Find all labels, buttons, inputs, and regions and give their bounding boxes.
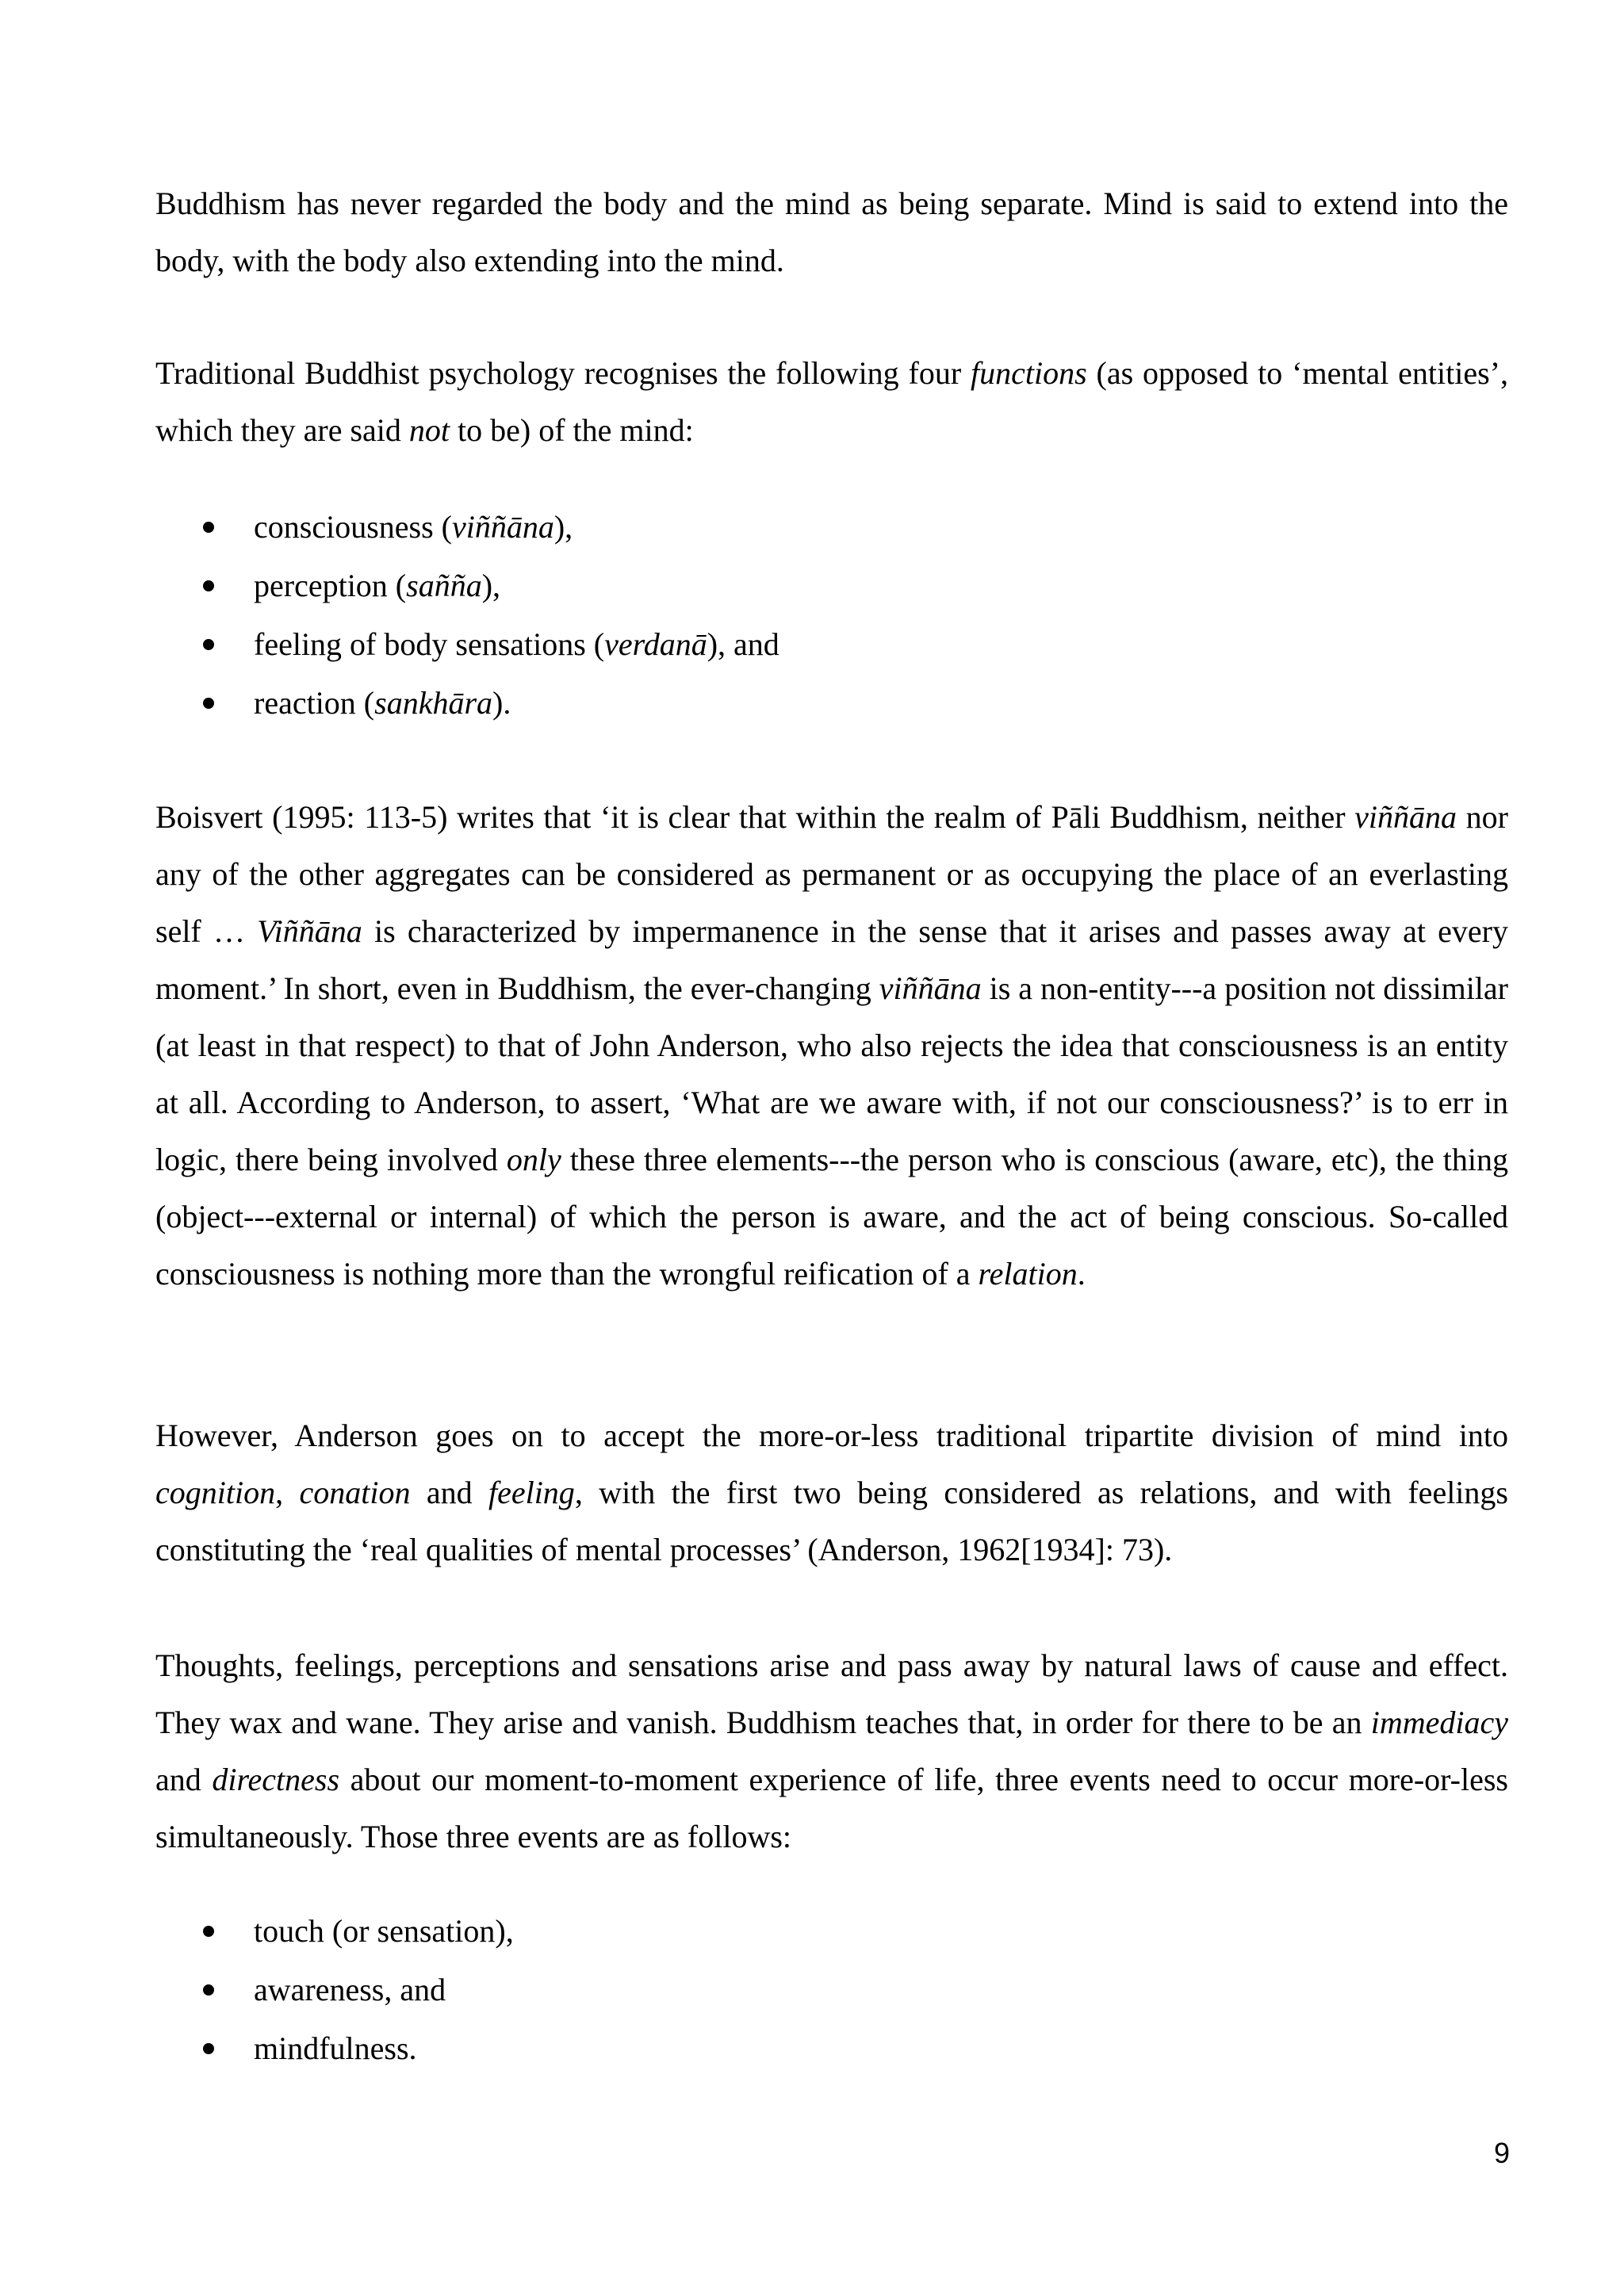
italic-term: immediacy bbox=[1370, 1705, 1508, 1740]
italic-term: only bbox=[506, 1142, 561, 1177]
paragraph-text: , bbox=[275, 1475, 300, 1510]
bullet-icon bbox=[203, 698, 214, 709]
list-item bbox=[155, 557, 1508, 615]
paragraph-text: However, Anderson goes on to accept the more-or-less traditional tripartite division of mind into bbox=[155, 1418, 1516, 1453]
paragraph-text: about our moment-to-moment experience of life, three events need to occur more-or-less simultaneously. Those three events are as follows: bbox=[155, 1762, 1516, 1854]
italic-term: sankhāra bbox=[374, 685, 493, 721]
list-item-text: consciousness ( bbox=[254, 509, 452, 545]
italic-term: sañña bbox=[406, 568, 482, 603]
list-item-text: feeling of body sensations ( bbox=[254, 626, 605, 662]
list-item-text: perception ( bbox=[254, 568, 407, 603]
list-item-text: reaction ( bbox=[254, 685, 375, 721]
italic-term: functions bbox=[971, 355, 1087, 391]
italic-term: verdanā bbox=[604, 626, 707, 662]
paragraph-tripartite-division bbox=[155, 1407, 1516, 1578]
italic-term: conation bbox=[299, 1475, 411, 1510]
list-item bbox=[155, 674, 1508, 733]
italic-term: viññāna bbox=[451, 509, 554, 545]
paragraph-text: . bbox=[1077, 1256, 1086, 1292]
paragraph-text: is characterized by impermanence in the sense that it arises and passes away at every moment.’ In short, even in Buddhism, the ever-changing bbox=[155, 913, 1516, 1006]
list-item-text: touch (or sensation), bbox=[254, 1913, 514, 1949]
paragraph-text: these three elements---the person who is conscious (aware, etc), the thing (object---external or internal) of which the person is aware, and the act of being conscious. So-called consciousness is nothing more than the wrongful reification of a bbox=[155, 1142, 1516, 1292]
list-item-text: ), bbox=[553, 509, 573, 545]
paragraph-three-events bbox=[155, 1637, 1516, 1866]
list-item bbox=[155, 498, 1508, 557]
paragraph-boisvert-anderson bbox=[155, 789, 1517, 1303]
italic-term: feeling bbox=[488, 1475, 575, 1510]
italic-term: viññāna bbox=[1354, 799, 1457, 835]
list-item-text: ), and bbox=[707, 626, 779, 662]
bullet-icon bbox=[203, 2043, 214, 2054]
italic-term: viññāna bbox=[879, 970, 982, 1006]
italic-term: directness bbox=[212, 1762, 340, 1797]
paragraph-text: Buddhism has never regarded the body and the mind as being separate. Mind is said to extend into the body, with the body also extending into the mind. bbox=[155, 186, 1516, 278]
list-mind-functions bbox=[155, 498, 1508, 733]
paragraph-text: , with the first two being considered as relations, and with feelings constituting the ‘real qualities of mental processes’ (Anderson, 1962[1934]: 73). bbox=[155, 1475, 1516, 1567]
paragraph-text: Thoughts, feelings, perceptions and sensations arise and pass away by natural laws of cause and effect. They wax and wane. They arise and vanish. Buddhism teaches that, in order for there to be an bbox=[155, 1647, 1516, 1740]
bullet-icon bbox=[203, 580, 214, 591]
paragraph-four-functions bbox=[155, 345, 1516, 459]
paragraph-text: (as opposed to ‘mental entities’, which they are said bbox=[155, 355, 1516, 448]
bullet-icon bbox=[203, 522, 214, 533]
page-number: 9 bbox=[1493, 2137, 1510, 2169]
list-item-text: ), bbox=[481, 568, 501, 603]
paragraph-text: is a non-entity---a position not dissimilar (at least in that respect) to that of John Anderson, who also rejects the idea that consciousness is an entity at all. According to Anderson, to assert, ‘What are we aware with, if not our consciousness?’ is to err in logic, there being involved bbox=[155, 970, 1516, 1177]
list-item bbox=[155, 2019, 1508, 2078]
paragraph-text: Traditional Buddhist psychology recognises the following four bbox=[155, 355, 971, 391]
list-item bbox=[155, 1902, 1508, 1961]
list-item-text: mindfulness. bbox=[254, 2030, 417, 2066]
italic-term: Viññāna bbox=[257, 913, 362, 949]
list-item bbox=[155, 1961, 1508, 2019]
list-item bbox=[155, 615, 1508, 674]
italic-term: relation bbox=[978, 1256, 1078, 1292]
list-item-text: ). bbox=[492, 685, 511, 721]
paragraph-body-mind bbox=[155, 175, 1516, 289]
paragraph-text: to be) of the mind: bbox=[450, 412, 694, 448]
paragraph-text: and bbox=[410, 1475, 488, 1510]
paragraph-text: and bbox=[155, 1705, 1516, 1797]
list-three-events bbox=[155, 1902, 1508, 2078]
list-item-text: awareness, and bbox=[254, 1972, 446, 2007]
bullet-icon bbox=[203, 639, 214, 650]
bullet-icon bbox=[203, 1926, 214, 1937]
paragraph-text: nor any of the other aggregates can be considered as permanent or as occupying the place of an everlasting self … bbox=[155, 799, 1517, 949]
bullet-icon bbox=[203, 1984, 214, 1996]
italic-term: cognition bbox=[155, 1475, 276, 1510]
paragraph-text: Boisvert (1995: 113-5) writes that ‘it is clear that within the realm of Pāli Buddhism, neither bbox=[155, 799, 1355, 835]
italic-term: not bbox=[408, 412, 450, 448]
